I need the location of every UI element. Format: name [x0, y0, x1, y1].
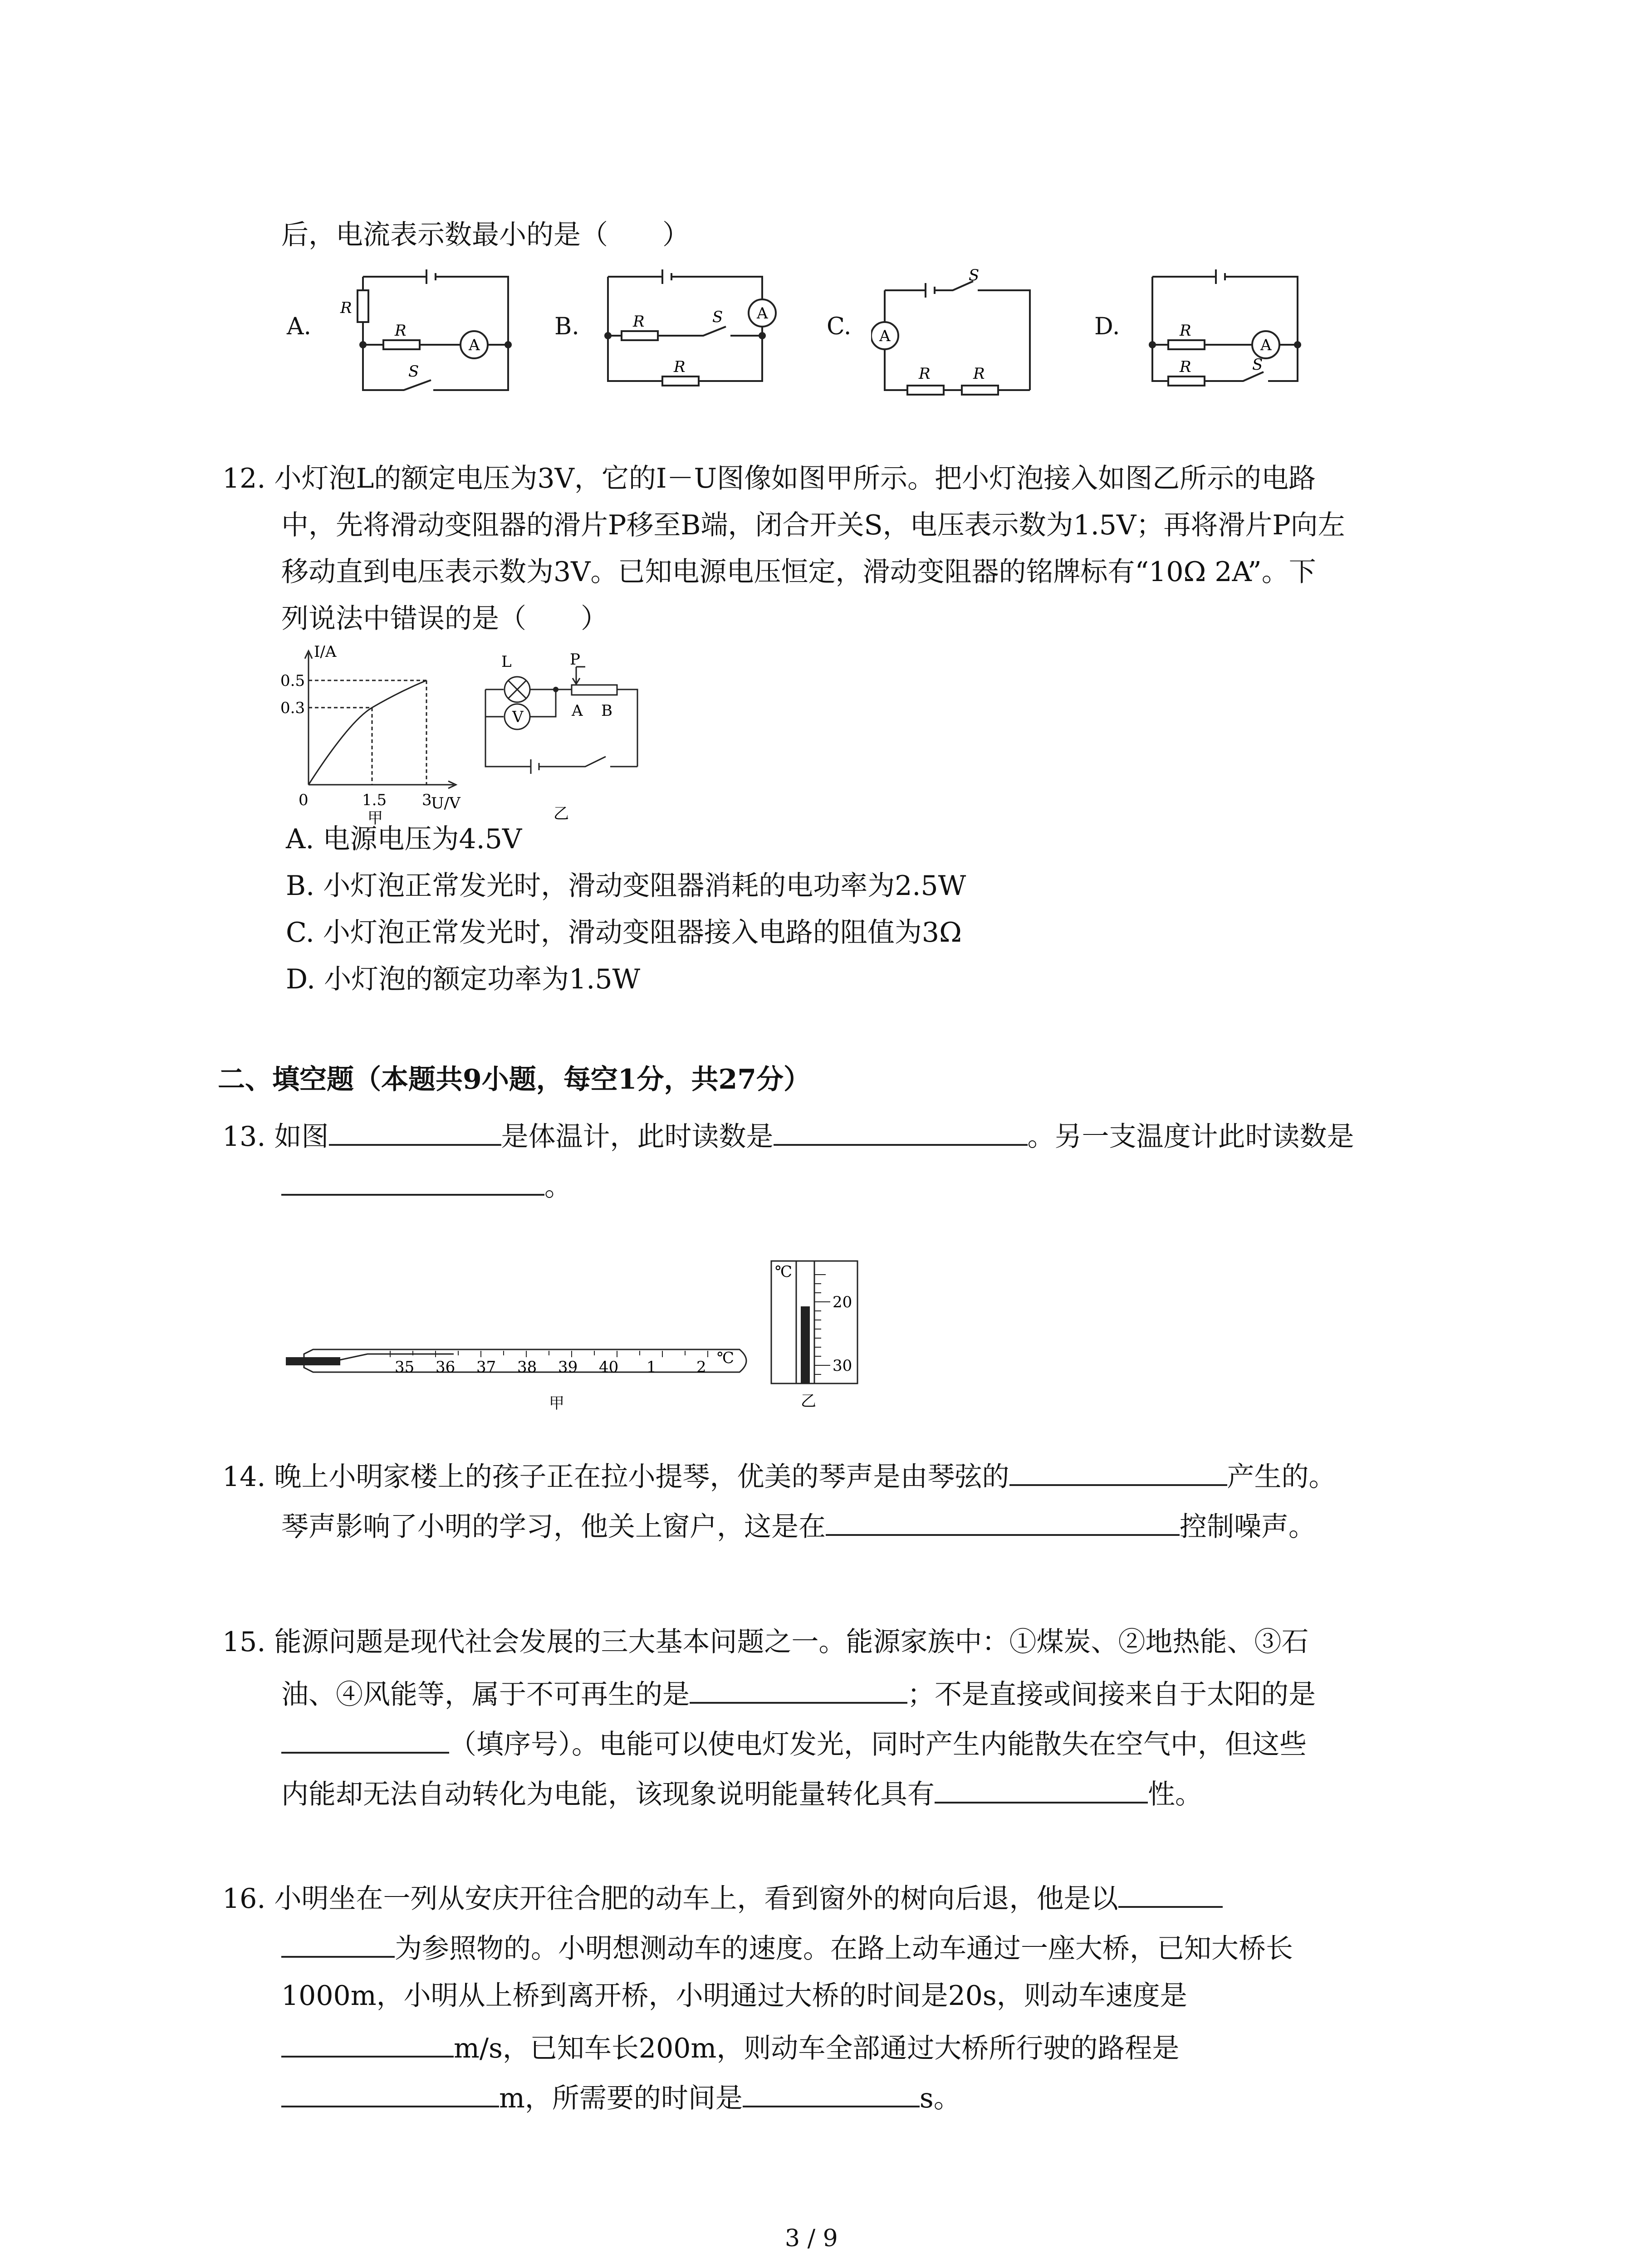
svg-text:A: A [879, 327, 891, 345]
q11-option-b: B. [554, 313, 579, 340]
svg-text:30: 30 [833, 1357, 852, 1375]
label-r: R [340, 299, 352, 317]
q12-line-4: 列说法中错误的是（ ） [281, 603, 608, 635]
svg-text:40: 40 [599, 1358, 619, 1376]
svg-text:S: S [712, 308, 723, 326]
svg-text:R: R [1180, 358, 1191, 376]
q12-line-1: 12. 小灯泡L的额定电压为3V，它的I－U图像如图甲所示。把小灯泡接入如图乙所示的电路 [222, 463, 1316, 494]
svg-text:37: 37 [476, 1358, 496, 1376]
circuit-b [599, 263, 780, 399]
q15-line-4: 内能却无法自动转化为电能，该现象说明能量转化具有 性。 [281, 1774, 1202, 1813]
svg-text:S: S [1252, 356, 1263, 374]
clinical-thermometer [281, 1306, 753, 1415]
svg-text:A: A [572, 702, 583, 720]
svg-text:L: L [501, 653, 512, 671]
blank[interactable] [774, 1116, 1028, 1146]
blank[interactable] [1009, 1456, 1227, 1486]
svg-text:℃: ℃ [775, 1263, 793, 1281]
svg-text:R: R [674, 358, 686, 376]
svg-text:35: 35 [395, 1358, 415, 1376]
q15-line-2: 油、④风能等，属于不可再生的是 ；不是直接或间接来自于太阳的是 [281, 1674, 1316, 1713]
q16-line-5: m，所需要的时间是 s。 [281, 2077, 961, 2116]
q16-line-3: 1000m，小明从上桥到离开桥，小明通过大桥的时间是20s，则动车速度是 [281, 1980, 1187, 2012]
thermometer-caption-jia: 甲 [549, 1394, 564, 1413]
q11-text: 后，电流表示数最小的是（ ） [281, 219, 690, 251]
blank[interactable] [281, 2028, 454, 2058]
svg-text:20: 20 [833, 1293, 852, 1311]
svg-text:1.5: 1.5 [362, 791, 387, 809]
svg-text:℃: ℃ [717, 1349, 735, 1367]
q12-line-3: 移动直到电压表示数为3V。已知电源电压恒定，滑动变阻器的铭牌标有“10Ω 2A”。下 [281, 556, 1316, 588]
svg-text:S: S [408, 362, 419, 381]
blank[interactable] [826, 1506, 1180, 1536]
q14-line-1: 14. 晚上小明家楼上的孩子正在拉小提琴，优美的琴声是由琴弦的 产生的。 [222, 1456, 1336, 1495]
svg-text:0.5: 0.5 [280, 672, 305, 690]
q15-line-3: （填序号）。电能可以使电灯发光，同时产生内能散失在空气中，但这些 [281, 1724, 1307, 1763]
blank[interactable] [935, 1774, 1148, 1804]
svg-text:36: 36 [436, 1358, 456, 1376]
q13-line-2: 。 [281, 1166, 572, 1205]
blank[interactable] [1118, 1878, 1223, 1908]
circuit-c [871, 263, 1053, 399]
blank[interactable] [743, 2077, 920, 2107]
thermometer-caption-yi: 乙 [801, 1392, 816, 1410]
q16-line-1: 16. 小明坐在一列从安庆开往合肥的动车上，看到窗外的树向后退，他是以 [222, 1878, 1223, 1917]
svg-text:39: 39 [558, 1358, 578, 1376]
svg-text:R: R [395, 322, 407, 340]
q11-option-a: A. [287, 313, 312, 340]
q11-option-d: D. [1094, 313, 1120, 340]
q12-line-2: 中，先将滑动变阻器的滑片P移至B端，闭合开关S，电压表示数为1.5V；再将滑片P向左 [281, 509, 1345, 541]
blank[interactable] [281, 1928, 395, 1958]
blank[interactable] [281, 2077, 499, 2107]
page-number: 3 / 9 [785, 2225, 838, 2252]
q15-line-1: 15. 能源问题是现代社会发展的三大基本问题之一。能源家族中：①煤炭、②地热能、③石 [222, 1626, 1309, 1658]
iu-graph [272, 644, 472, 826]
blank[interactable] [281, 1724, 449, 1754]
svg-text:3: 3 [422, 791, 432, 809]
svg-text:R: R [1180, 322, 1191, 340]
svg-text:A: A [757, 304, 768, 323]
svg-text:2: 2 [696, 1358, 706, 1376]
svg-text:B: B [601, 702, 612, 720]
blank[interactable] [690, 1674, 907, 1704]
svg-text:0: 0 [299, 791, 309, 809]
q12-circuit [481, 644, 653, 826]
svg-text:R: R [919, 365, 931, 383]
svg-text:R: R [973, 365, 985, 383]
svg-text:R: R [633, 313, 645, 331]
svg-text:1: 1 [647, 1358, 656, 1376]
q11-option-c: C. [827, 313, 852, 340]
wall-thermometer [767, 1256, 867, 1411]
blank[interactable] [281, 1166, 544, 1196]
circuit-caption: 乙 [554, 805, 569, 823]
graph-caption: 甲 [367, 809, 383, 826]
graph-ylabel: I/A [314, 644, 337, 661]
graph-xlabel: U/V [431, 794, 460, 812]
circuit-d [1143, 263, 1325, 399]
circuit-a [336, 263, 517, 399]
q12-option-d: D. 小灯泡的额定功率为1.5W [286, 963, 641, 995]
q16-line-4: m/s，已知车长200m，则动车全部通过大桥所行驶的路程是 [281, 2028, 1179, 2067]
q12-option-b: B. 小灯泡正常发光时，滑动变阻器消耗的电功率为2.5W [286, 870, 966, 902]
svg-text:0.3: 0.3 [280, 699, 305, 717]
svg-text:A: A [1260, 336, 1272, 354]
svg-text:P: P [570, 650, 580, 669]
svg-text:38: 38 [517, 1358, 537, 1376]
svg-text:V: V [512, 708, 524, 726]
q12-option-a: A. 电源电压为4.5V [286, 823, 522, 855]
svg-text:S: S [969, 266, 980, 284]
svg-text:A: A [469, 336, 480, 354]
section-heading: 二、填空题（本题共9小题，每空1分，共27分） [218, 1064, 811, 1095]
q14-line-2: 琴声影响了小明的学习，他关上窗户，这是在 控制噪声。 [281, 1506, 1316, 1545]
blank[interactable] [329, 1116, 501, 1146]
q12-option-c: C. 小灯泡正常发光时，滑动变阻器接入电路的阻值为3Ω [286, 917, 962, 948]
q16-line-2: 为参照物的。小明想测动车的速度。在路上动车通过一座大桥，已知大桥长 [281, 1928, 1293, 1967]
q13-line-1: 13. 如图 是体温计，此时读数是 。另一支温度计此时读数是 [222, 1116, 1354, 1155]
